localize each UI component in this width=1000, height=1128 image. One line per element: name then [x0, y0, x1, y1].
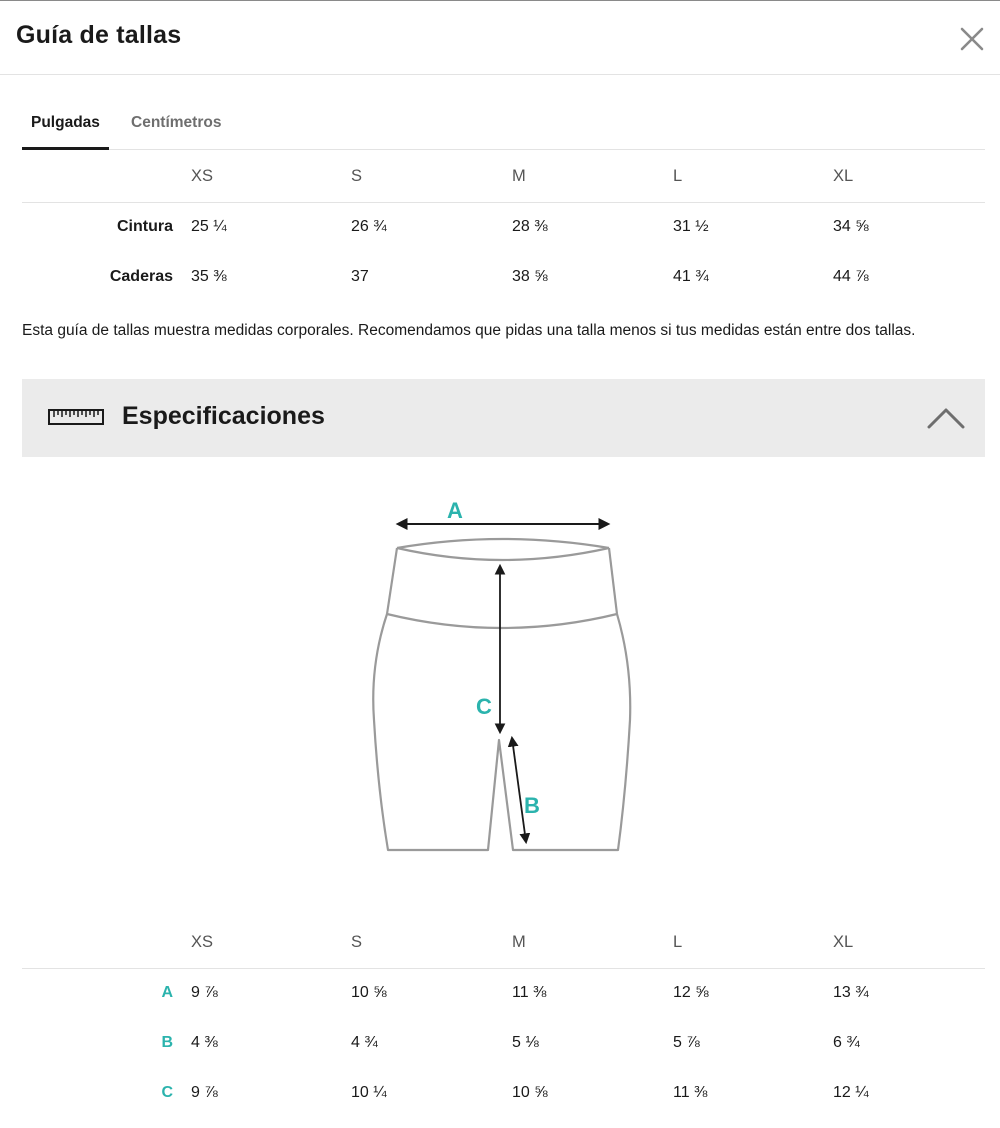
table-cell: 13 ¾	[833, 984, 869, 1001]
table-cell: 9 ⅞	[191, 1084, 218, 1101]
row-label-c: C	[161, 1084, 173, 1101]
table-cell: 12 ⅝	[673, 984, 709, 1001]
column-header-m: M	[512, 933, 526, 951]
specs-table-header	[22, 917, 985, 969]
specs-title: Especificaciones	[122, 402, 325, 430]
row-label-a: A	[161, 984, 173, 1001]
specs-accordion-header[interactable]	[22, 379, 985, 457]
table-cell: 25 ¼	[191, 218, 227, 235]
column-header-l: L	[673, 167, 683, 185]
column-header-xs: XS	[191, 933, 214, 951]
table-cell: 5 ⅞	[673, 1034, 700, 1051]
tab-pulgadas[interactable]: Pulgadas	[22, 100, 109, 150]
column-header-s: S	[351, 167, 363, 185]
measure-arrow-b	[512, 738, 526, 842]
table-cell: 10 ¼	[351, 1084, 387, 1101]
diagram-label-a: A	[447, 498, 463, 523]
table-cell: 38 ⅝	[512, 268, 548, 285]
table-cell: 37	[351, 268, 369, 285]
diagram-label-c: C	[476, 694, 492, 719]
table-cell: 6 ¾	[833, 1034, 860, 1051]
table-cell: 10 ⅝	[512, 1084, 548, 1101]
diagram-label-b: B	[524, 793, 540, 818]
table-cell: 35 ⅜	[191, 268, 227, 285]
close-icon[interactable]	[956, 23, 988, 55]
table-cell: 4 ⅜	[191, 1034, 218, 1051]
table-cell: 10 ⅝	[351, 984, 387, 1001]
table-cell: 34 ⅝	[833, 218, 869, 235]
ruler-icon	[48, 409, 104, 425]
column-header-m: M	[512, 167, 526, 185]
table-cell: 11 ⅜	[512, 984, 547, 1001]
table-cell: 4 ¾	[351, 1034, 378, 1051]
close-button[interactable]	[956, 23, 988, 55]
size-guide-note: Esta guía de tallas muestra medidas corporales. Recomendamos que pidas una talla menos si tus medidas están entre dos tallas.	[22, 322, 916, 339]
body-table-header	[22, 151, 985, 203]
column-header-xs: XS	[191, 167, 214, 185]
table-cell: 41 ¾	[673, 268, 709, 285]
row-label-caderas: Caderas	[109, 268, 173, 285]
table-cell: 28 ⅜	[512, 218, 548, 235]
column-header-s: S	[351, 933, 363, 951]
row-label-b: B	[161, 1034, 173, 1051]
column-header-l: L	[673, 933, 683, 951]
tab-centimetros[interactable]: Centímetros	[131, 114, 222, 131]
table-cell: 5 ⅛	[512, 1034, 539, 1051]
table-cell: 31 ½	[673, 218, 709, 235]
table-cell: 12 ¼	[833, 1084, 869, 1101]
modal-header	[0, 1, 1000, 75]
modal-title: Guía de tallas	[16, 21, 182, 49]
table-cell: 26 ¾	[351, 218, 387, 235]
column-header-xl: XL	[833, 167, 854, 185]
table-cell: 11 ⅜	[673, 1084, 708, 1101]
shorts-diagram	[360, 490, 640, 860]
chevron-up-icon[interactable]	[927, 406, 965, 430]
table-cell: 9 ⅞	[191, 984, 218, 1001]
unit-tabs	[22, 100, 985, 150]
row-label-cintura: Cintura	[117, 218, 173, 235]
table-cell: 44 ⅞	[833, 268, 869, 285]
column-header-xl: XL	[833, 933, 854, 951]
